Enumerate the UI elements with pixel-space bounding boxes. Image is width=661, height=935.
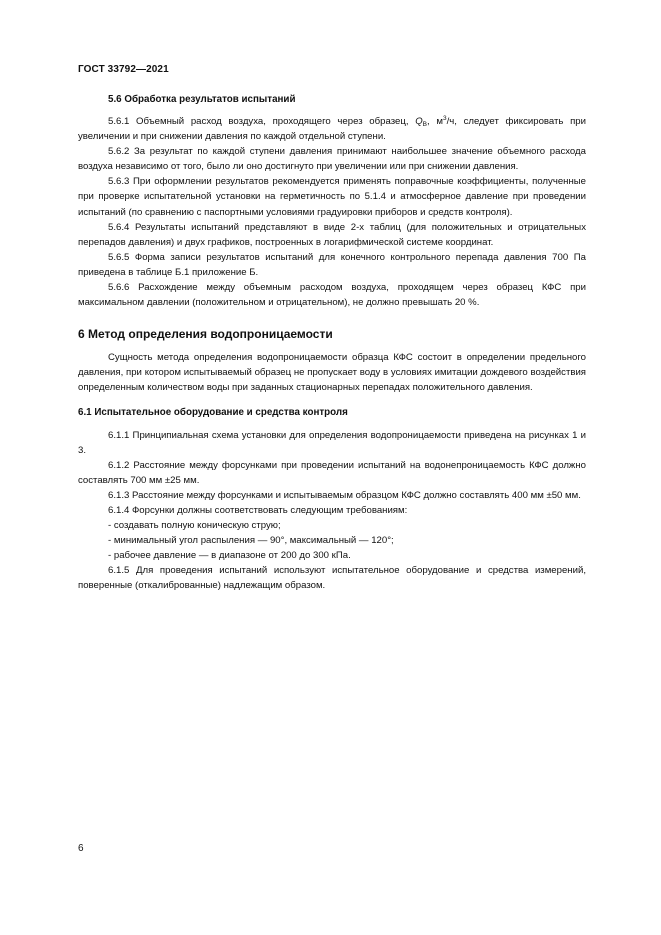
list-item-spray-angle: - минимальный угол распыления — 90°, максимальный — 120°;: [108, 535, 394, 547]
page-number: 6: [78, 843, 84, 854]
paragraph-5-6-3: 5.6.3 При оформлении результатов рекомендуется применять поправочные коэффициенты, полученные при проверке испытательной установки на герметичность по 5.1.4 и атмосферное давление при проведении испытаний (по сравнению с паспортными условиями градуировки приборов и средств контроля).: [78, 176, 586, 218]
section-6-1-heading: 6.1 Испытательное оборудование и средства контроля: [78, 406, 348, 418]
paragraph-5-6-4: 5.6.4 Результаты испытаний представляют в виде 2-х таблиц (для положительных и отрицательных перепадов давления) и двух графиков, построенных в логарифмической системе координат.: [78, 221, 586, 248]
standard-header: ГОСТ 33792—2021: [78, 64, 169, 75]
section-6-heading: 6 Метод определения водопроницаемости: [78, 327, 333, 342]
flow-symbol: Q: [415, 116, 423, 127]
paragraph-6-1-2: 6.1.2 Расстояние между форсунками при проведении испытаний на водонепроницаемость КФС должно составлять 700 мм ±25 мм.: [78, 459, 586, 486]
list-item-working-pressure: - рабочее давление — в диапазоне от 200 до 300 кПа.: [108, 550, 351, 562]
paragraph-6-1-5: 6.1.5 Для проведения испытаний используют испытательное оборудование и средства измерений, поверенные (откалиброванные) надлежащим образом.: [78, 565, 586, 592]
paragraph-6-intro: Сущность метода определения водопроницаемости образца КФС состоит в определении предельного давления, при котором испытываемый образец не пропускает воду в условиях имитации дождевого воздействия определенным количеством воды при заданных стационарных перепадах положительного давления.: [78, 352, 586, 394]
paragraph-5-6-6: 5.6.6 Расхождение между объемным расходом воздуха, проходящем через образец КФС при максимальном давлении (положительном и отрицательном), не должно превышать 20 %.: [78, 282, 586, 309]
paragraph-5-6-1: 5.6.1 Объемный расход воздуха, проходящего через образец, $Q_В$, $м^3/ч$, следует фиксировать при увеличении и при снижении давления по каждой отдельной ступени.: [78, 115, 587, 143]
paragraph-6-1-3: 6.1.3 Расстояние между форсунками и испытываемым образцом КФС должно составлять 400 мм ±50 мм.: [108, 489, 581, 501]
list-item-cone-jet: - создавать полную коническую струю;: [108, 520, 281, 532]
paragraph-5-6-2: 5.6.2 За результат по каждой ступени давления принимают наибольшее значение объемного расхода воздуха независимо от того, было ли оно достигнуто при увеличении или при снижении давления.: [78, 146, 586, 173]
section-5-6-heading: 5.6 Обработка результатов испытаний: [108, 94, 296, 105]
page-body: [78, 92, 586, 594]
paragraph-6-1-4: 6.1.4 Форсунки должны соответствовать следующим требованиям:: [108, 504, 408, 516]
paragraph-5-6-5: 5.6.5 Форма записи результатов испытаний для конечного контрольного перепада давления 700 Па приведена в таблице Б.1 приложение Б.: [78, 251, 586, 278]
paragraph-6-1-1: 6.1.1 Принципиальная схема установки для определения водопроницаемости приведена на рисунках 1 и 3.: [78, 429, 586, 456]
